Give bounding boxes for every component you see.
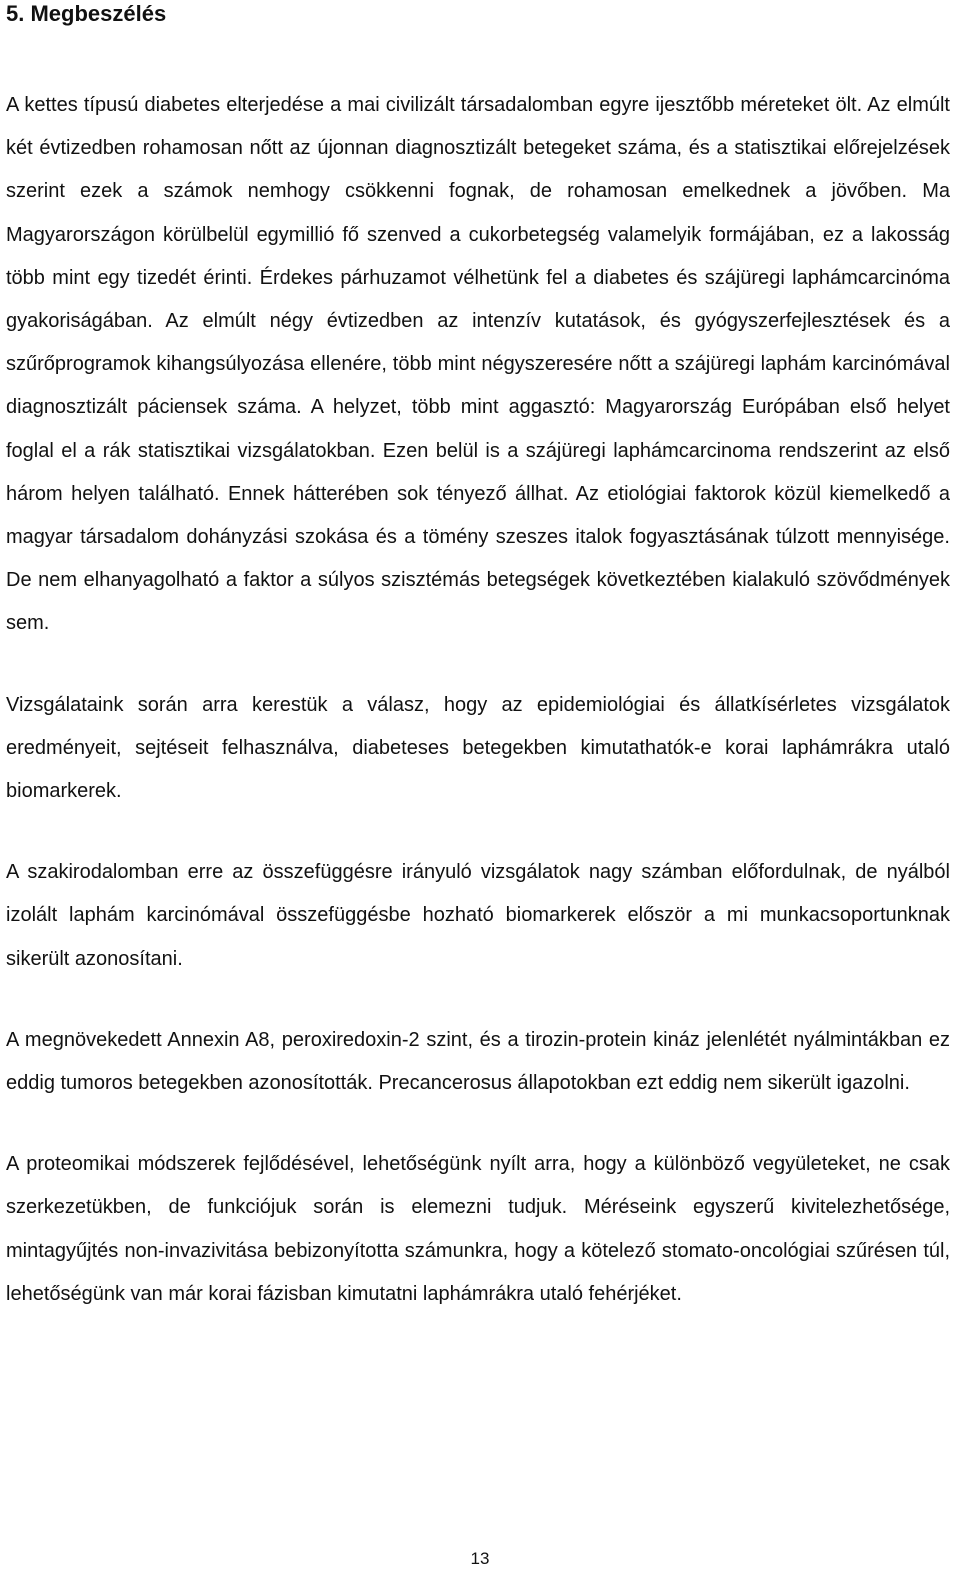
paragraph-literature: A szakirodalomban erre az összefüggésre irányuló vizsgálatok nagy számban előfordulnak, de nyálból izolált laphám karcinómával összefüggésbe hozható biomarkerek először a mi munkacsoportunknak sikerült azonosítani. (6, 861, 950, 970)
document-page (6, 0, 950, 1316)
paragraph-discussion-intro: A kettes típusú diabetes elterjedése a mai civilizált társadalomban egyre ijesztőbb méreteket ölt. Az elmúlt két évtizedben rohamosan nőtt az újonnan diagnosztizált betegeket száma, és a statisztikai előrejelzések szerint ezek a számok nemhogy csökkenni fognak, de rohamosan emelkednek a jövőben. Ma Magyarországon körülbelül egymillió fő szenved a cukorbetegség valamelyik formájában, ez a lakosság több mint egy tizedét érinti. Érdekes párhuzamot vélhetünk fel a diabetes és szájüregi laphámcarcinóma gyakoriságában. Az elmúlt négy évtizedben az intenzív kutatások, és gyógyszerfejlesztések és a szűrőprogramok kihangsúlyozása ellenére, több mint négyszeresére nőtt a szájüregi laphám karcinómával diagnosztizált páciensek száma. A helyzet, több mint aggasztó: Magyarország Európában első helyet foglal el a rák statisztikai vizsgálatokban. Ezen belül is a szájüregi laphámcarcinoma rendszerint az első három helyen található. Ennek hátterében sok tényező állhat. Az etiológiai faktorok közül kiemelkedő a magyar társadalom dohányzási szokása és a tömény szeszes italok fogyasztásának túlzott mennyisége. De nem elhanyagolható a faktor a súlyos szisztémás betegségek következtében kialakuló szövődmények sem. (6, 94, 950, 635)
paragraph-biomarkers: A megnövekedett Annexin A8, peroxiredoxin-2 szint, és a tirozin-protein kináz jelenlétét nyálmintákban ez eddig tumoros betegekben azonosították. Precancerosus állapotokban ezt eddig nem sikerült igazolni. (6, 1028, 950, 1095)
page-number: 13 (470, 1549, 490, 1568)
paragraph-proteomics: A proteomikai módszerek fejlődésével, lehetőségünk nyílt arra, hogy a különböző vegyületeket, ne csak szerkezetükben, de funkciójuk során is elemezni tudjuk. Méréseink egyszerű kivitelezhetősége, mintagyűjtés non-invazivitása bebizonyította számunkra, hogy a kötelező stomato-oncológiai szűrésen túl, lehetőségünk van már korai fázisban kimutatni laphámrákra utaló fehérjéket. (6, 1153, 950, 1305)
paragraph-study-aim: Vizsgálataink során arra kerestük a válasz, hogy az epidemiológiai és állatkísérletes vizsgálatok eredményeit, sejtéseit felhasználva, diabeteses betegekben kimutathatók-e korai laphámrákra utaló biomarkerek. (6, 693, 950, 803)
section-heading: 5. Megbeszélés (6, 1, 167, 26)
